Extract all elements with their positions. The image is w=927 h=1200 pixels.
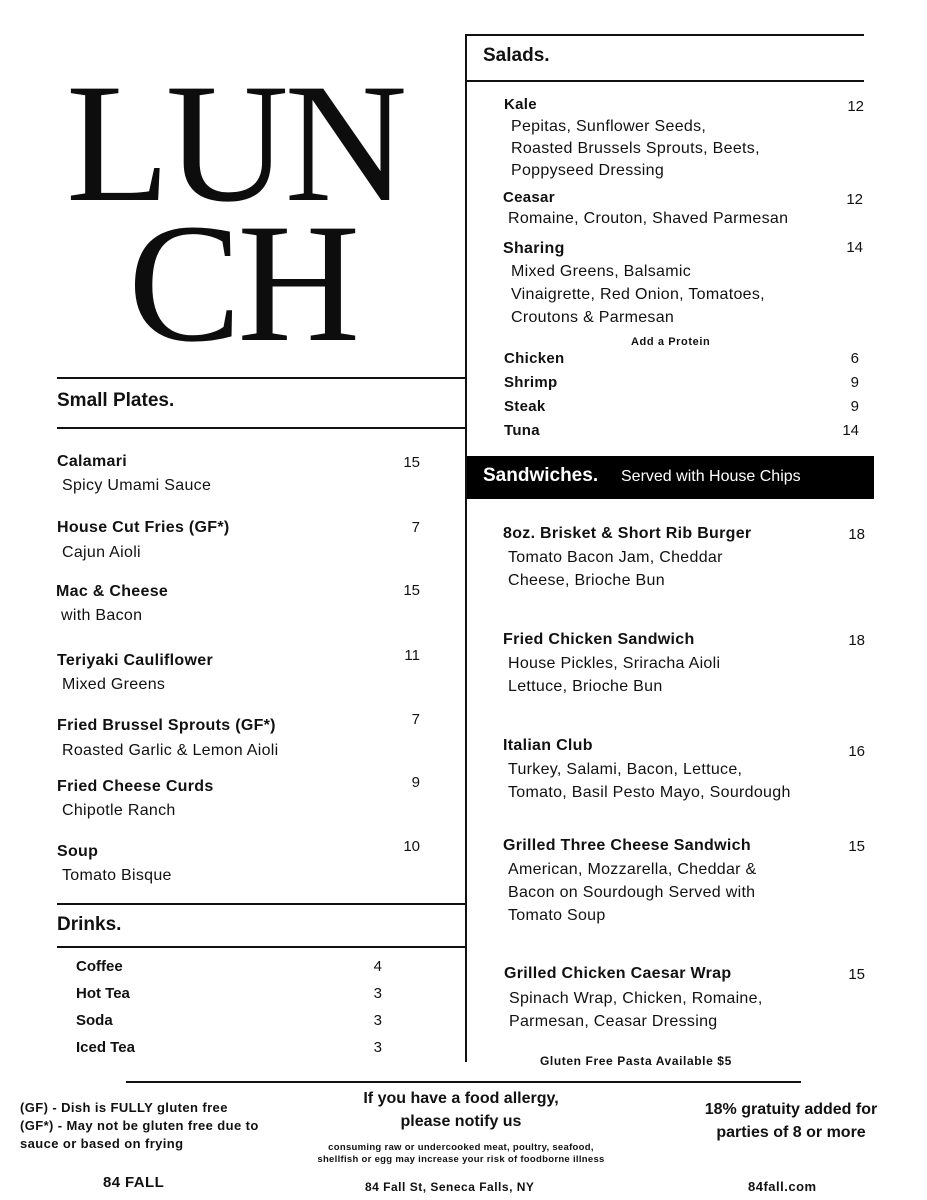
gf-legend-line: sauce or based on frying (20, 1136, 184, 1151)
sandwich-desc: Tomato Soup (508, 907, 606, 924)
allergy-line: If you have a food allergy, (363, 1090, 559, 1107)
sandwich-desc: Cheese, Brioche Bun (508, 572, 665, 589)
drink-price: 3 (373, 1012, 382, 1029)
drink-name: Coffee (76, 958, 123, 975)
sandwich-desc: Tomato Bacon Jam, Cheddar (508, 549, 723, 566)
gf-legend (20, 1099, 259, 1153)
drink-name: Soda (76, 1012, 113, 1029)
allergy-notice (330, 1087, 592, 1133)
sandwich-name: Grilled Chicken Caesar Wrap (504, 965, 732, 982)
sandwich-desc: Bacon on Sourdough Served with (508, 884, 756, 901)
salad-price: 14 (846, 239, 863, 256)
small-plate-name: Calamari (57, 453, 127, 470)
salad-desc: Romaine, Crouton, Shaved Parmesan (508, 210, 789, 227)
sandwich-name: Italian Club (503, 737, 593, 754)
small-plate-desc: Chipotle Ranch (62, 802, 176, 819)
small-plates-heading: Small Plates. (57, 390, 175, 411)
drink-name: Iced Tea (76, 1039, 135, 1056)
sandwich-price: 16 (848, 743, 865, 760)
small-plate-name: Mac & Cheese (56, 583, 169, 600)
salads-bottom-rule (465, 80, 864, 82)
small-plate-desc: Roasted Garlic & Lemon Aioli (62, 742, 279, 759)
sandwich-desc: Tomato, Basil Pesto Mayo, Sourdough (508, 784, 791, 801)
small-plate-name: House Cut Fries (GF*) (57, 519, 230, 536)
salads-top-rule (465, 34, 864, 36)
sandwich-name: 8oz. Brisket & Short Rib Burger (503, 525, 752, 542)
small-plate-price: 7 (411, 711, 420, 728)
sandwich-desc: Spinach Wrap, Chicken, Romaine, (509, 990, 763, 1007)
salad-desc: Poppyseed Dressing (511, 162, 665, 179)
protein-price: 9 (850, 374, 859, 391)
drink-price: 3 (373, 1039, 382, 1056)
gratuity-line: 18% gratuity added for (704, 1101, 878, 1118)
gratuity-notice (680, 1098, 902, 1144)
warning-line: consuming raw or undercooked meat, poultry, seafood, (328, 1142, 594, 1153)
gf-legend-line: (GF) - Dish is FULLY gluten free (20, 1100, 228, 1115)
small-plate-desc: Spicy Umami Sauce (62, 477, 212, 494)
protein-price: 9 (850, 398, 859, 415)
address: 84 Fall St, Seneca Falls, NY (365, 1180, 535, 1194)
protein-name: Steak (504, 398, 546, 415)
sandwich-price: 15 (848, 838, 865, 855)
small-plate-name: Fried Cheese Curds (57, 778, 214, 795)
small-plate-desc: Tomato Bisque (62, 867, 172, 884)
protein-name: Tuna (504, 422, 540, 439)
salad-name: Sharing (503, 240, 565, 257)
small-plate-name: Fried Brussel Sprouts (GF*) (57, 717, 276, 734)
sandwich-price: 18 (848, 632, 865, 649)
salad-desc: Mixed Greens, Balsamic (511, 263, 691, 280)
protein-price: 6 (850, 350, 859, 367)
small-plate-desc: Cajun Aioli (62, 544, 141, 561)
salads-heading: Salads. (483, 45, 550, 66)
salad-name: Kale (504, 96, 537, 113)
website-link[interactable]: 84fall.com (748, 1179, 817, 1194)
small-plate-price: 15 (403, 582, 420, 599)
sandwich-desc: American, Mozzarella, Cheddar & (508, 861, 757, 878)
foodborne-warning (270, 1142, 652, 1166)
drinks-top-rule (57, 903, 465, 905)
drink-name: Hot Tea (76, 985, 130, 1002)
salad-desc: Pepitas, Sunflower Seeds, (511, 118, 707, 135)
title-line-1: LUN (66, 49, 404, 237)
small-plate-price: 7 (411, 519, 420, 536)
sandwiches-heading: Sandwiches. (483, 465, 599, 486)
sandwich-desc: House Pickles, Sriracha Aioli (508, 655, 721, 672)
sandwich-desc: Turkey, Salami, Bacon, Lettuce, (508, 761, 743, 778)
drink-price: 3 (373, 985, 382, 1002)
salad-price: 12 (847, 98, 864, 115)
drink-price: 4 (373, 958, 382, 975)
sandwich-price: 18 (848, 526, 865, 543)
small-plates-top-rule (57, 377, 465, 379)
drinks-bottom-rule (57, 946, 465, 948)
gluten-free-note: Gluten Free Pasta Available $5 (540, 1054, 732, 1068)
sandwiches-subheading: Served with House Chips (621, 468, 801, 485)
sandwich-name: Grilled Three Cheese Sandwich (503, 837, 751, 854)
salad-desc: Roasted Brussels Sprouts, Beets, (511, 140, 760, 157)
gratuity-line: parties of 8 or more (716, 1124, 866, 1141)
salad-price: 12 (846, 191, 863, 208)
salad-name: Ceasar (503, 189, 555, 206)
small-plate-price: 9 (411, 774, 420, 791)
small-plate-desc: Mixed Greens (62, 676, 166, 693)
sandwich-desc: Parmesan, Ceasar Dressing (509, 1013, 718, 1030)
small-plate-desc: with Bacon (61, 607, 143, 624)
gf-legend-line: (GF*) - May not be gluten free due to (20, 1118, 259, 1133)
small-plate-price: 10 (403, 838, 420, 855)
drinks-heading: Drinks. (57, 914, 122, 935)
protein-name: Shrimp (504, 374, 558, 391)
footer-rule (126, 1081, 801, 1083)
title-line-2: CH (128, 189, 357, 377)
small-plate-price: 15 (403, 454, 420, 471)
allergy-line: please notify us (400, 1113, 522, 1130)
sandwich-name: Fried Chicken Sandwich (503, 631, 695, 648)
protein-name: Chicken (504, 350, 565, 367)
column-divider (465, 35, 467, 1062)
small-plates-bottom-rule (57, 427, 465, 429)
sandwich-price: 15 (848, 966, 865, 983)
protein-price: 14 (842, 422, 859, 439)
small-plate-name: Soup (57, 843, 99, 860)
salad-desc: Vinaigrette, Red Onion, Tomatoes, (511, 286, 765, 303)
small-plate-price: 11 (404, 647, 420, 664)
brand-name: 84 FALL (103, 1174, 165, 1191)
salad-desc: Croutons & Parmesan (511, 309, 675, 326)
sandwich-desc: Lettuce, Brioche Bun (508, 678, 663, 695)
warning-line: shellfish or egg may increase your risk of foodborne illness (317, 1154, 605, 1165)
sandwiches-banner (467, 456, 874, 499)
small-plate-name: Teriyaki Cauliflower (57, 652, 213, 669)
protein-label: Add a Protein (631, 336, 711, 348)
